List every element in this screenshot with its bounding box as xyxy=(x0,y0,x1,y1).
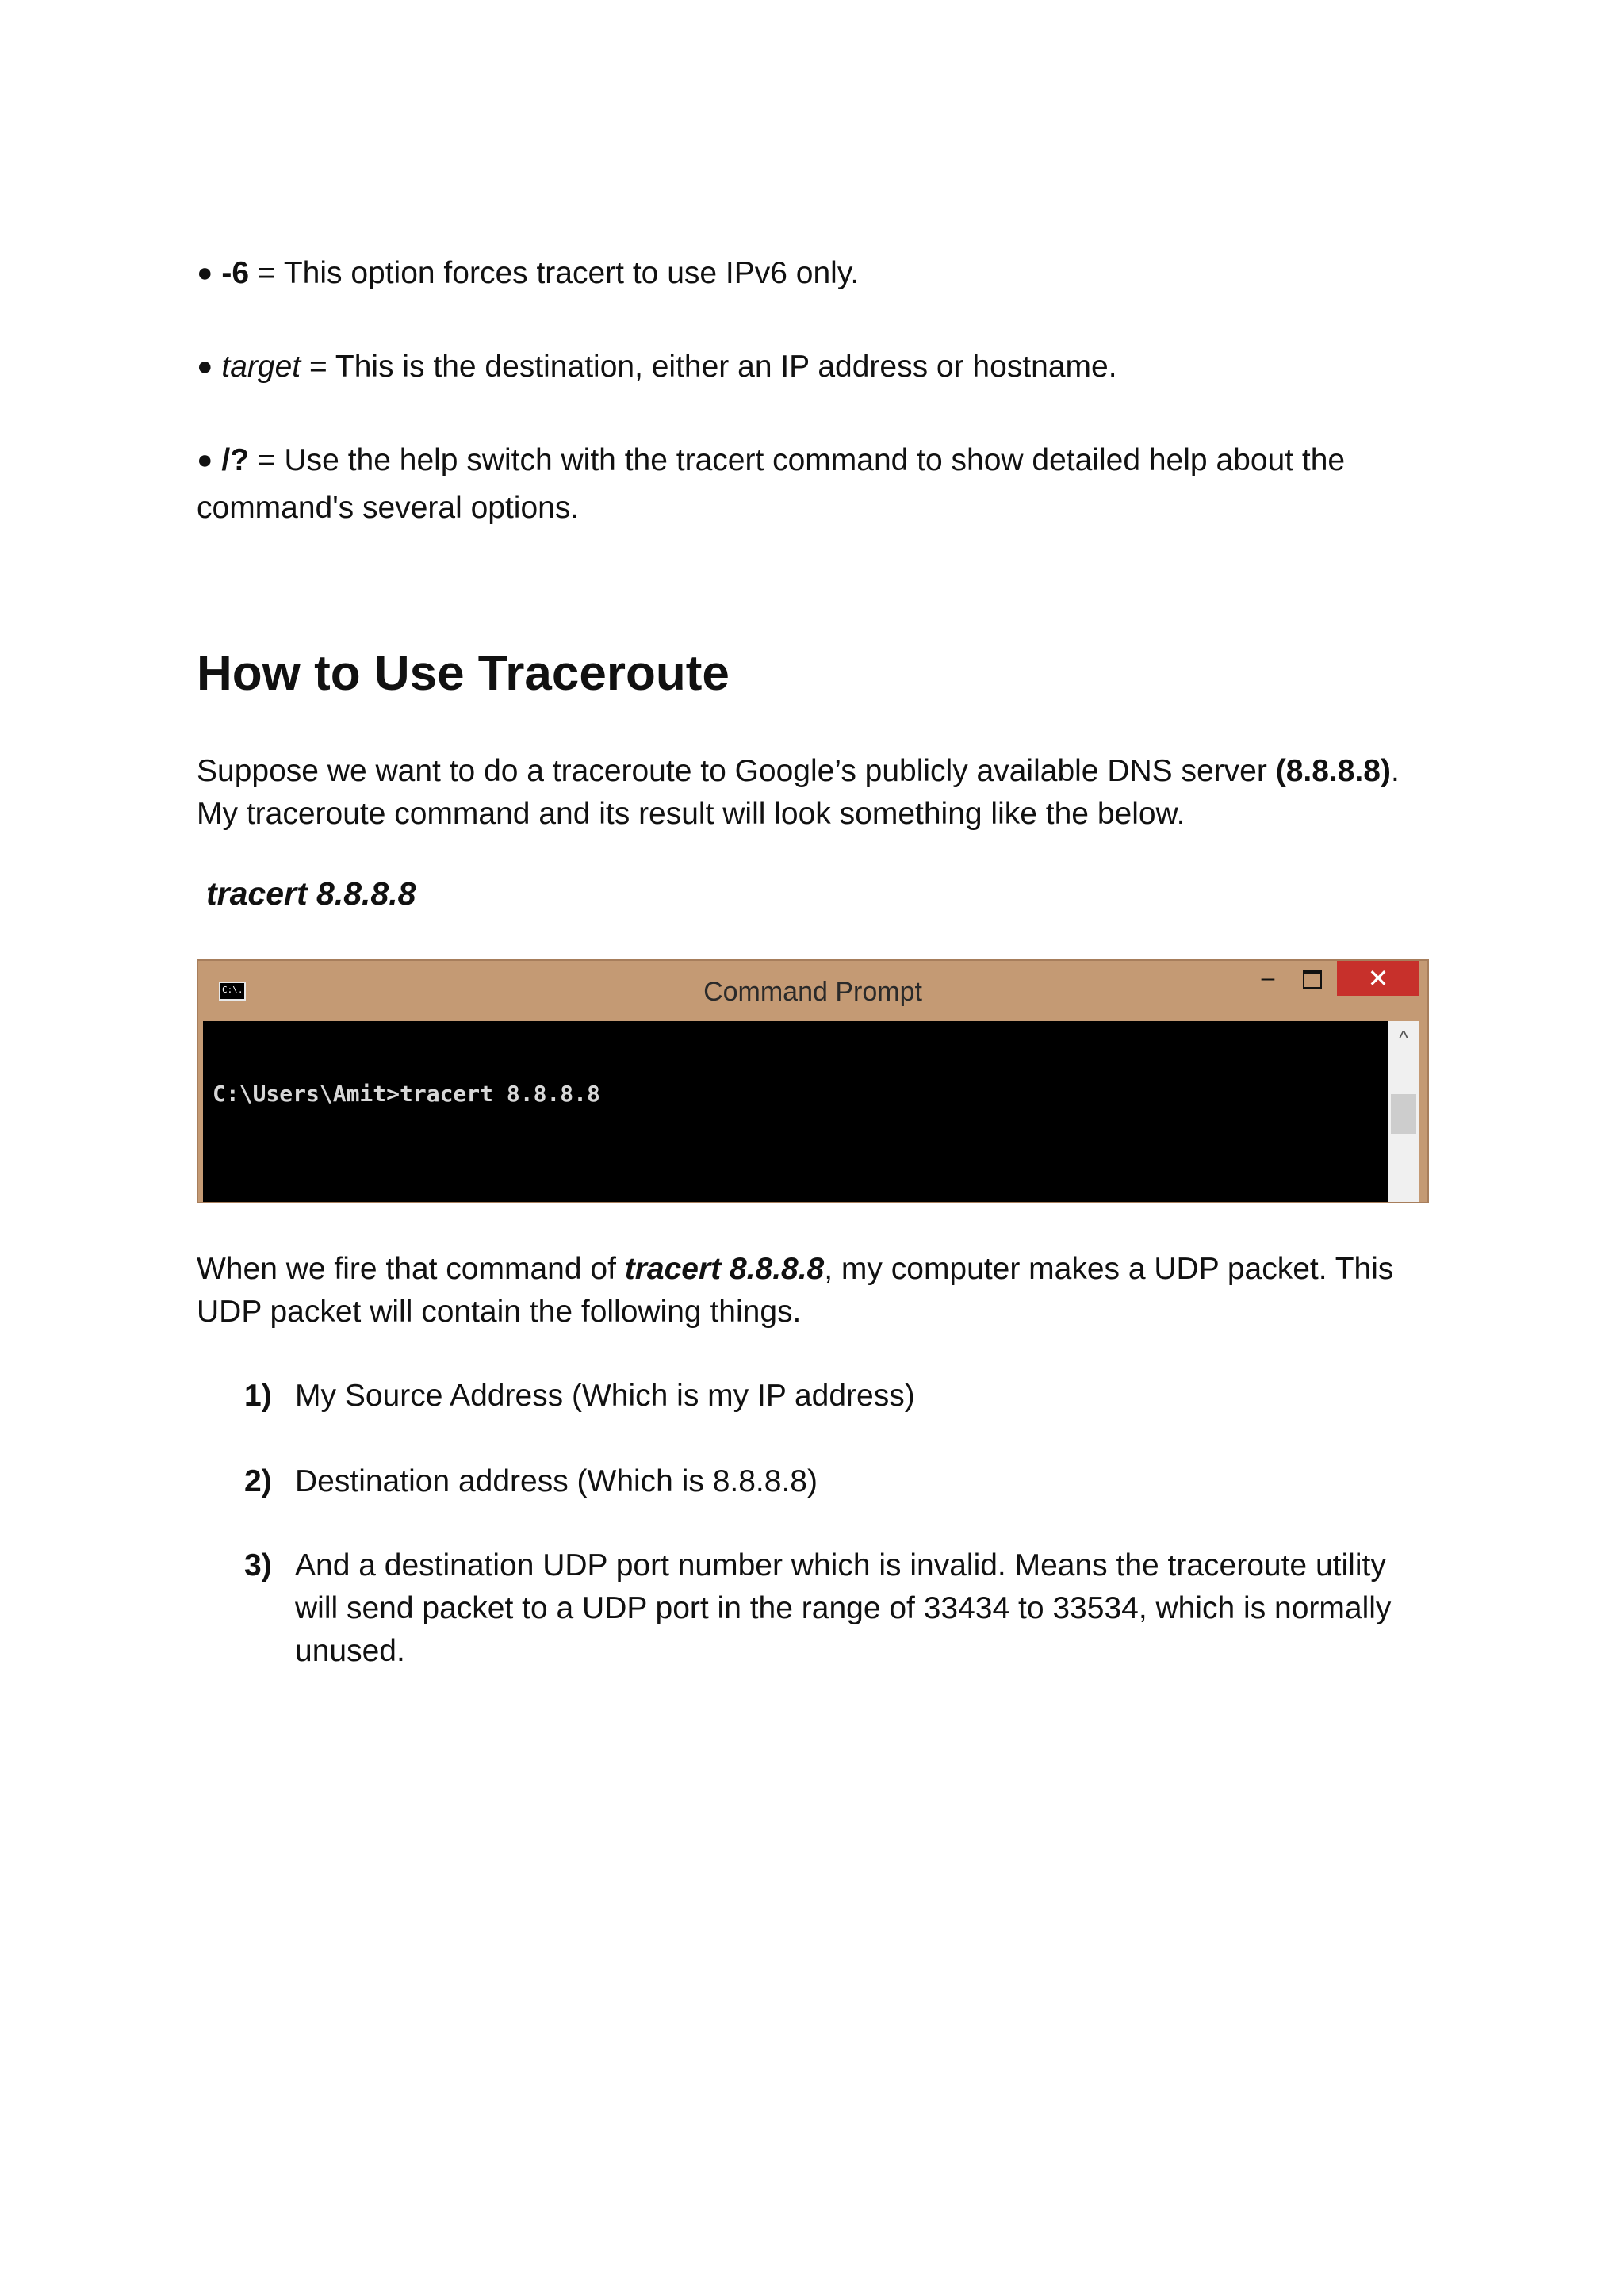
list-text: My Source Address (Which is my IP address) xyxy=(295,1379,915,1413)
intro-paragraph xyxy=(197,750,1434,836)
option-bullet-target xyxy=(197,342,1434,391)
window-title: Command Prompt xyxy=(703,977,922,1007)
option-bullet-help xyxy=(197,436,1434,532)
intro-dns-ip: (8.8.8.8) xyxy=(1275,754,1391,788)
section-heading: How to Use Traceroute xyxy=(197,646,730,701)
close-button[interactable]: ✕ xyxy=(1337,961,1419,996)
maximize-button[interactable] xyxy=(1294,961,1331,996)
bullet-marker: ● xyxy=(197,445,213,475)
bullet-marker: ● xyxy=(197,351,213,381)
intro-text: Suppose we want to do a traceroute to Google’s publicly available DNS server xyxy=(197,754,1276,788)
option-description: = This option forces tracert to use IPv6 only. xyxy=(249,256,860,290)
intro-text-end: . My traceroute command and its result will look something like the below. xyxy=(197,754,1400,831)
list-text: And a destination UDP port number which is invalid. Means the traceroute utility will send packet to a UDP port in the range of 33434 to 33534, which is normally unused. xyxy=(295,1548,1392,1668)
explanation-text-end: , my computer makes a UDP packet. This UDP packet will contain the following things. xyxy=(197,1252,1394,1329)
scroll-thumb[interactable] xyxy=(1391,1094,1416,1134)
explanation-paragraph xyxy=(197,1248,1434,1334)
console-scrollbar[interactable] xyxy=(1388,1021,1419,1203)
command-prompt-window xyxy=(197,959,1429,1203)
option-term: /? xyxy=(221,443,250,477)
option-term: target xyxy=(221,350,301,384)
window-titlebar xyxy=(198,961,1427,1021)
list-number: 2) xyxy=(244,1464,272,1498)
console-output xyxy=(203,1021,1388,1203)
maximize-icon xyxy=(1303,970,1322,989)
option-description: = This is the destination, either an IP address or hostname. xyxy=(301,350,1117,384)
list-text: Destination address (Which is 8.8.8.8) xyxy=(295,1464,818,1498)
option-term: -6 xyxy=(221,256,250,290)
explanation-text: When we fire that command of xyxy=(197,1252,625,1286)
list-number: 3) xyxy=(244,1548,272,1582)
cmd-app-icon: C:\. xyxy=(219,982,246,1001)
minimize-button[interactable]: – xyxy=(1261,965,1275,991)
option-bullet-ipv6 xyxy=(197,249,1434,297)
list-number: 1) xyxy=(244,1379,272,1413)
scroll-up-icon[interactable]: ^ xyxy=(1399,1027,1408,1049)
explanation-command: tracert 8.8.8.8 xyxy=(624,1252,825,1286)
console-line: C:\Users\Amit>tracert 8.8.8.8 xyxy=(213,1081,600,1107)
command-example: tracert 8.8.8.8 xyxy=(206,875,416,912)
bullet-marker: ● xyxy=(197,258,213,288)
option-description: = Use the help switch with the tracert command to show detailed help about the command's several options. xyxy=(197,443,1346,525)
